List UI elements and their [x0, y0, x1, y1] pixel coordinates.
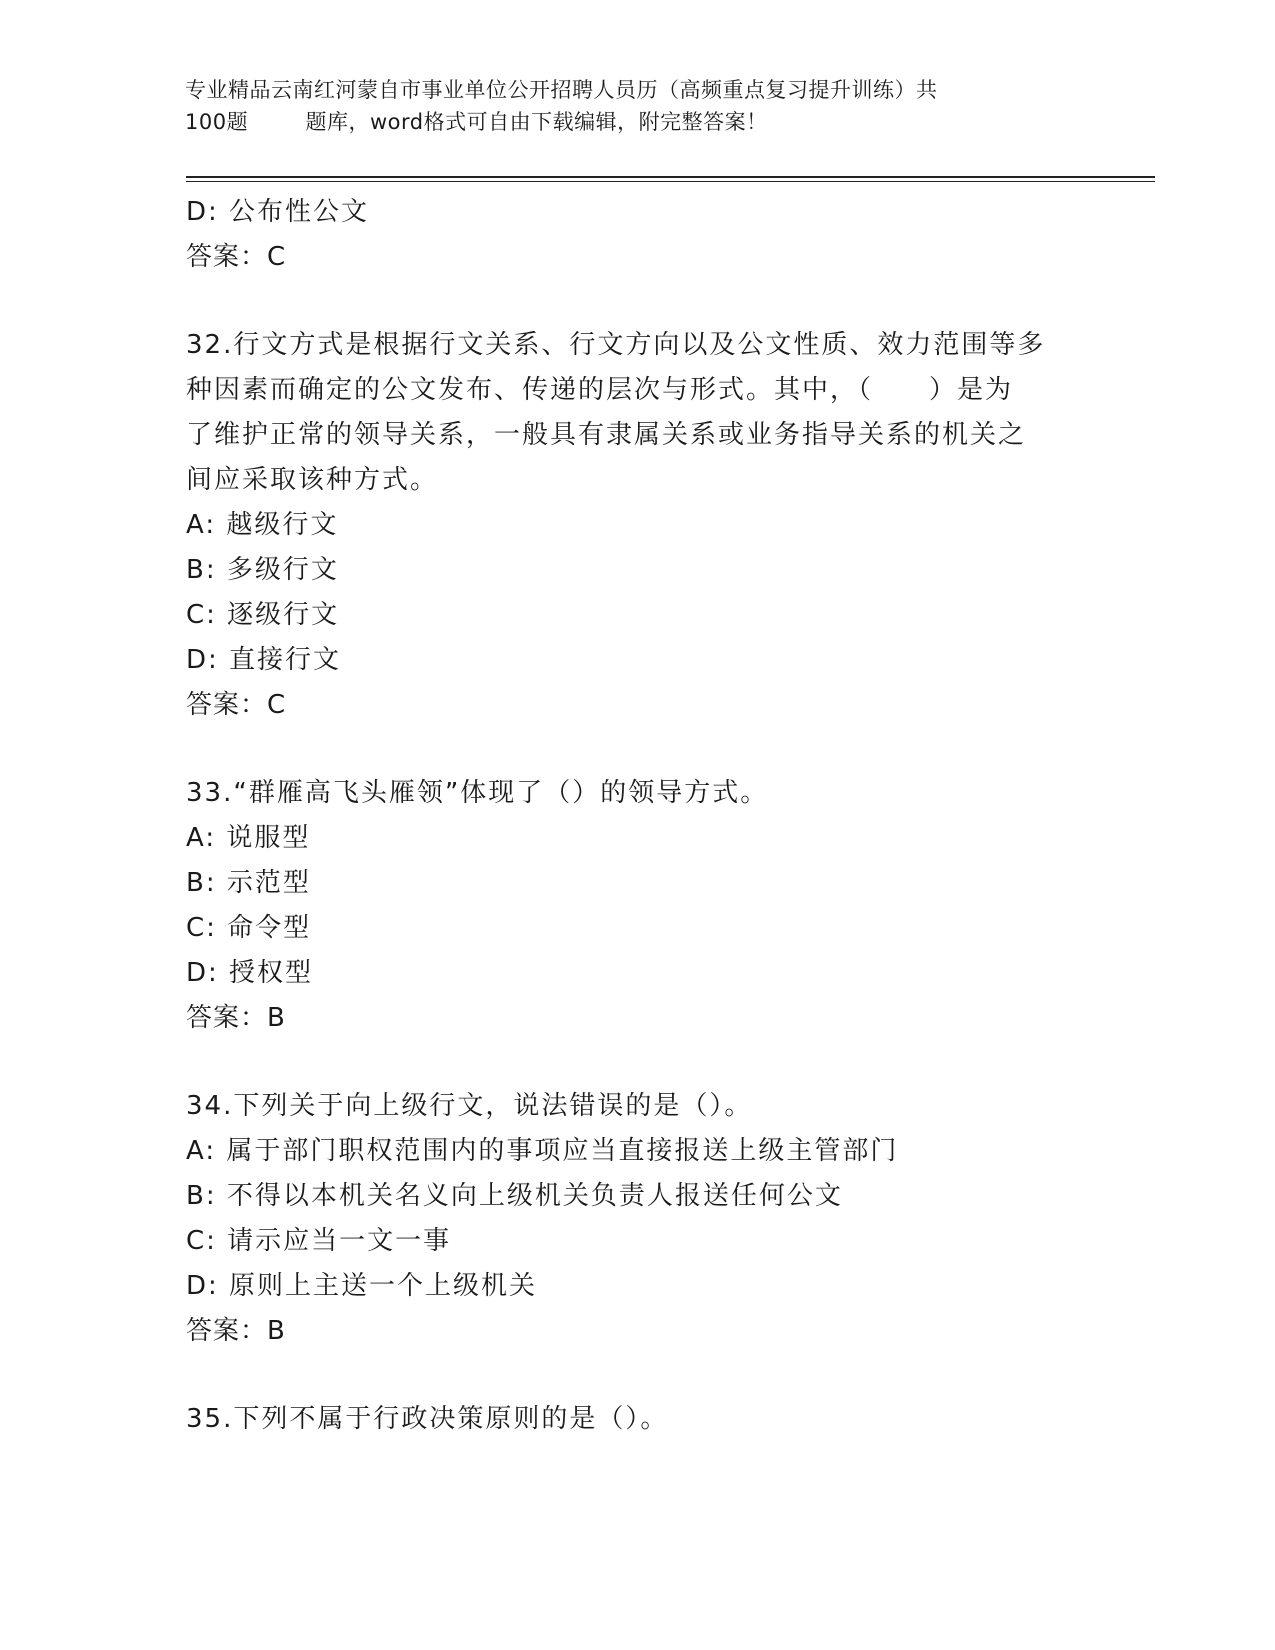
option-d: D: 授权型	[186, 958, 314, 988]
answer-line: 答案：C	[186, 690, 287, 720]
stem-line: 了维护正常的领导关系，一般具有隶属关系或业务指导关系的机关之	[186, 420, 1027, 450]
spacer	[186, 728, 1086, 771]
question-34	[186, 1084, 1086, 1354]
question-32	[186, 323, 1086, 728]
answer-line: 答案：B	[186, 1316, 286, 1346]
option-b: B: 多级行文	[186, 555, 339, 585]
previous-question-fragment	[186, 190, 1086, 280]
document-body	[186, 190, 1086, 1442]
stem-line: 间应采取该种方式。	[186, 465, 439, 495]
option-b: B: 示范型	[186, 868, 311, 898]
option-c: C: 命令型	[186, 913, 312, 943]
option-c: C: 请示应当一文一事	[186, 1226, 452, 1256]
question-33	[186, 771, 1086, 1041]
question-stem: 34.下列关于向上级行文，说法错误的是（）。	[186, 1091, 753, 1121]
answer-line: 答案：B	[186, 1003, 286, 1033]
stem-line: 种因素而确定的公文发布、传递的层次与形式。其中，（ ）是为	[186, 375, 1014, 405]
spacer	[186, 1041, 1086, 1084]
header-rule-thick	[186, 176, 1155, 178]
option-b: B: 不得以本机关名义向上级机关负责人报送任何公文	[186, 1181, 843, 1211]
stem-line: 32.行文方式是根据行文关系、行文方向以及公文性质、效力范围等多	[186, 330, 1046, 360]
header-rule-thin	[186, 181, 1155, 182]
spacer	[186, 280, 1086, 323]
header-title-line-2: 100题 题库，word格式可自由下载编辑，附完整答案！	[185, 110, 768, 134]
question-35	[186, 1397, 1086, 1442]
option-d: D: 原则上主送一个上级机关	[186, 1271, 538, 1301]
answer-line: 答案：C	[186, 242, 287, 272]
document-header	[185, 74, 1085, 138]
spacer	[186, 1354, 1086, 1397]
option-a: A: 越级行文	[186, 510, 339, 540]
question-stem: 35.下列不属于行政决策原则的是（）。	[186, 1404, 669, 1434]
option-d: D: 直接行文	[186, 645, 342, 675]
question-stem: 33.“群雁高飞头雁领”体现了（）的领导方式。	[186, 778, 769, 808]
question-stem	[186, 323, 1086, 503]
option-a: A: 说服型	[186, 823, 311, 853]
option-d: D: 公布性公文	[186, 197, 370, 227]
option-a: A: 属于部门职权范围内的事项应当直接报送上级主管部门	[186, 1136, 899, 1166]
option-c: C: 逐级行文	[186, 600, 340, 630]
header-title-line-1: 专业精品云南红河蒙自市事业单位公开招聘人员历（高频重点复习提升训练）共	[185, 78, 938, 102]
